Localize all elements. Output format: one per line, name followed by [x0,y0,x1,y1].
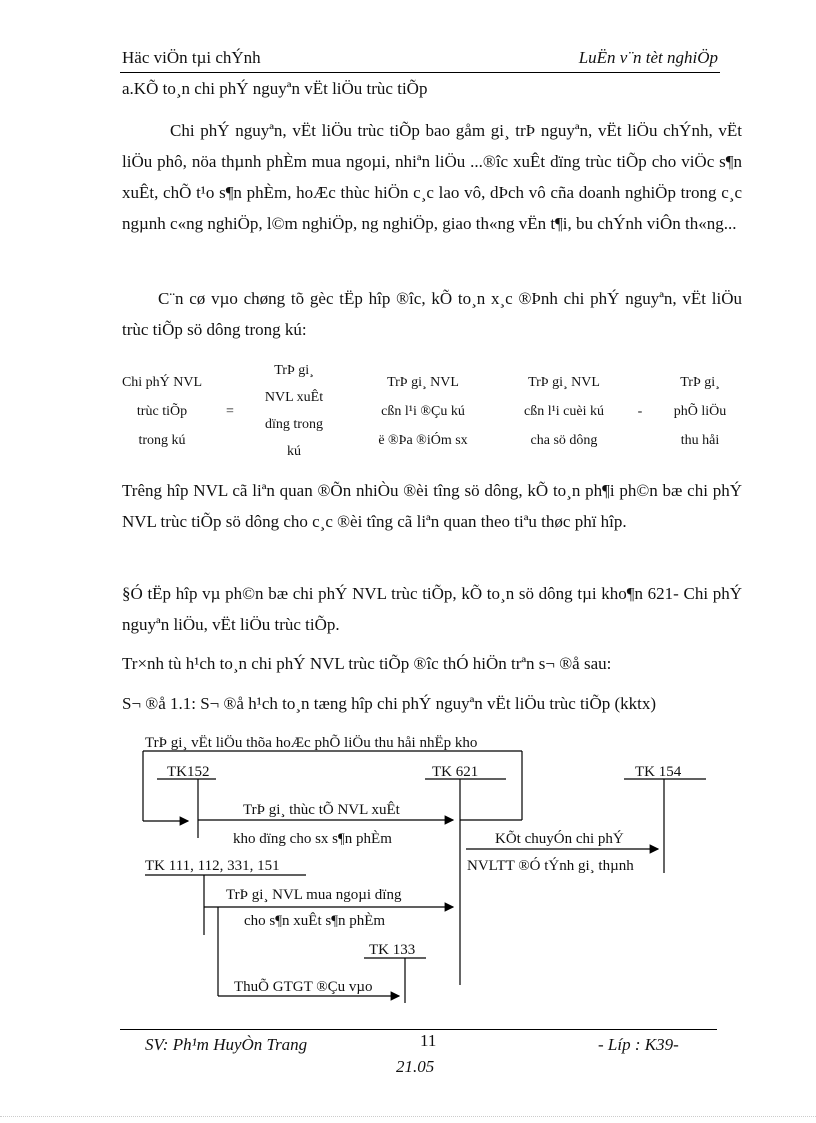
formula-equals: = [226,403,234,419]
return-flow-label: TrÞ gi¸ vËt liÖu thõa hoÆc phÕ liÖu thu håi nhËp kho [145,735,478,751]
flow-transfer-label-2: NVLTT ®Ó tÝnh gi¸ thµnh [467,858,634,874]
formula-term-direct-cost: Chi phÝ NVL trùc tiÕp trong kú [121,374,203,448]
footer-class-code: 21.05 [396,1057,435,1076]
formula-term-closing: TrÞ gi¸ NVL cßn l¹i cuèi kú cha sö dông [523,374,604,448]
flow-purchase-label-2: cho s¶n xuÊt s¶n phÈm [244,913,386,929]
header-institution: Häc viÖn tµi chÝnh [122,48,261,67]
diagram-caption: S¬ ®å 1.1: S¬ ®å h¹ch to¸n tæng hîp chi phÝ nguyªn vËt liÖu trùc tiÕp (kktx) [122,694,657,713]
formula-term-scrap: TrÞ gi¸ phÕ liÖu thu håi [673,374,727,448]
tk111-label: TK 111, 112, 331, 151 [145,858,280,874]
paragraph-definition: Chi phÝ nguyªn, vËt liÖu trùc tiÕp bao gåm gi¸ trÞ nguyªn, vËt liÖu chÝnh, vËt liÖu phô, nöa thµnh phÈm mua ngoµi, nhiªn liÖu ...®îc xuÊt dïng trùc tiÕp cho viÖc s¶n xuÊt, chÕ t¹o s¶n phÈm, hoÆc thùc hiÖn c¸c lao vô, dÞch vô cña doanh nghiÖp trong c¸c ngµnh c«ng nghiÖp, l©m nghiÖp, ng nghiÖp, giao th«ng vËn t¶i, bu chÝnh viÔn th«ng... [122,121,742,233]
footer-class: - Líp : K39- [598,1035,679,1054]
paragraph-basis: C¨n cø vµo chøng tõ gèc tËp hîp ®îc, kÕ to¸n x¸c ®Þnh chi phÝ nguyªn, vËt liÖu trùc tiÕp sö dông trong kú: [122,289,742,339]
flow-issued-label-2: kho dïng cho sx s¶n phÈm [233,831,392,847]
page-number: 11 [420,1031,437,1050]
formula-term-opening: TrÞ gi¸ NVL cßn l¹i ®Çu kú ë ®Þa ®iÓm sx [378,374,468,448]
flow-issued-label-1: TrÞ gi¸ thùc tÕ NVL xuÊt [243,802,400,818]
paragraph-procedure: Tr×nh tù h¹ch to¸n chi phÝ NVL trùc tiÕp ®îc thÓ hiÖn trªn s¬ ®å sau: [122,654,612,673]
flow-vat-label: ThuÕ GTGT ®Çu vµo [234,979,373,995]
paragraph-allocation: Trêng hîp NVL cã liªn quan ®Õn nhiÒu ®èi tîng sö dông, kÕ to¸n ph¶i ph©n bæ chi phÝ NVL trùc tiÕp sö dông cho c¸c ®èi tîng cã liªn quan theo tiªu thøc phï hîp. [122,481,742,531]
section-title: a.KÕ to¸n chi phÝ nguyªn vËt liÖu trùc tiÕp [122,79,428,98]
page-bottom-rule [0,1116,816,1117]
tk133-label: TK 133 [369,942,416,958]
tk152-label: TK152 [167,764,210,780]
paragraph-account-621: §Ó tËp hîp vµ ph©n bæ chi phÝ NVL trùc tiÕp, kÕ to¸n sö dông tµi kho¶n 621- Chi phÝ nguyªn liÖu, vËt liÖu trùc tiÕp. [122,584,742,634]
formula-term-issued: TrÞ gi¸ NVL xuÊt dïng trong kú [264,363,324,459]
footer-author: SV: Ph¹m HuyÒn Trang [145,1035,308,1054]
tk154-label: TK 154 [635,764,682,780]
footer-rule [120,1029,717,1030]
header-doc-type: LuËn v¨n tèt nghiÖp [578,48,718,67]
formula-minus: - [637,403,643,419]
flow-transfer-label-1: KÕt chuyÓn chi phÝ [495,831,624,847]
tk621-label: TK 621 [432,764,479,780]
flow-purchase-label-1: TrÞ gi¸ NVL mua ngoµi dïng [226,887,402,903]
